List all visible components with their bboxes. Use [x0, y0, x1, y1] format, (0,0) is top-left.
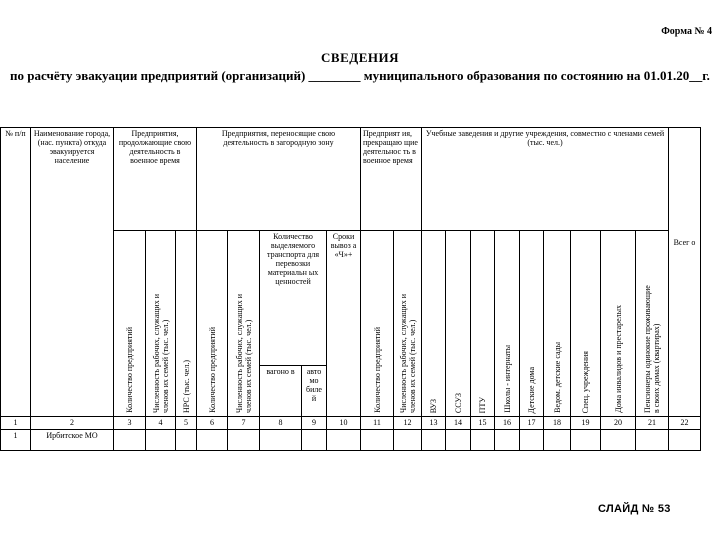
column-number: 7 — [228, 417, 260, 430]
header-continuing: Предприятия, продолжающие свою деятельность в военное время — [114, 128, 197, 231]
empty-cell — [197, 430, 228, 451]
column-number: 12 — [394, 417, 422, 430]
header-c16: Школы - интернаты — [495, 231, 520, 417]
column-number: 3 — [114, 417, 146, 430]
column-number: 11 — [361, 417, 394, 430]
header-c17: Детские дома — [520, 231, 544, 417]
empty-cell — [446, 430, 471, 451]
header-c20: Дома инвалидов и престарелых — [601, 231, 636, 417]
column-number: 8 — [260, 417, 302, 430]
column-number: 16 — [495, 417, 520, 430]
empty-cell — [114, 430, 146, 451]
column-number: 20 — [601, 417, 636, 430]
header-c21: Пенсионеры одинокие проживающие в своих домах (квартирах) — [636, 231, 669, 417]
header-c13: ВУЗ — [422, 231, 446, 417]
column-number: 14 — [446, 417, 471, 430]
row-name: Ирбитское МО — [31, 430, 114, 451]
empty-cell — [571, 430, 601, 451]
header-total: Всег о — [669, 128, 701, 417]
empty-cell — [520, 430, 544, 451]
empty-cell — [669, 430, 701, 451]
empty-cell — [601, 430, 636, 451]
column-number: 15 — [471, 417, 495, 430]
empty-cell — [495, 430, 520, 451]
column-number: 5 — [176, 417, 197, 430]
empty-cell — [176, 430, 197, 451]
column-number: 22 — [669, 417, 701, 430]
header-num: № п/п — [1, 128, 31, 417]
header-c4: Численность рабочих, служащих и членов их семей (тыс. чел.) — [146, 231, 176, 417]
header-c19: Спец. учреждения — [571, 231, 601, 417]
column-number: 19 — [571, 417, 601, 430]
column-number: 10 — [327, 417, 361, 430]
document-subtitle: по расчёту эвакуации предприятий (организаций) ________ муниципального образования по состоянию на 01.01.20__г. — [10, 68, 710, 83]
empty-cell — [471, 430, 495, 451]
header-c15: ПТУ — [471, 231, 495, 417]
header-c3: Количество предприятий — [114, 231, 146, 417]
empty-cell — [422, 430, 446, 451]
form-number: Форма № 4 — [661, 26, 712, 37]
column-number: 4 — [146, 417, 176, 430]
column-number: 21 — [636, 417, 669, 430]
header-c11: Количество предприятий — [361, 231, 394, 417]
document-title: СВЕДЕНИЯ — [321, 50, 399, 65]
header-c12: Численность рабочих, служащих и членов их семей (тыс. чел.) — [394, 231, 422, 417]
header-c9: авто мо биле й — [302, 366, 327, 417]
empty-cell — [394, 430, 422, 451]
slide-number: СЛАЙД № 53 — [598, 503, 671, 515]
header-transport: Количество выделяемого транспорта для перевозки материальн ых ценностей — [260, 231, 327, 366]
header-c7: Численность рабочих, служащих и членов их семей (тыс. чел.) — [228, 231, 260, 417]
header-education: Учебные заведения и другие учреждения, совместно с членами семей (тыс. чел.) — [422, 128, 669, 231]
empty-cell — [228, 430, 260, 451]
empty-cell — [302, 430, 327, 451]
column-number: 6 — [197, 417, 228, 430]
header-c14: ССУЗ — [446, 231, 471, 417]
column-numbers-row — [1, 417, 701, 430]
column-number: 9 — [302, 417, 327, 430]
header-c10: Сроки вывоз а «Ч»+ — [327, 231, 361, 417]
table-row — [1, 430, 701, 451]
evacuation-table — [0, 127, 701, 451]
column-number: 2 — [31, 417, 114, 430]
empty-cell — [636, 430, 669, 451]
column-number: 18 — [544, 417, 571, 430]
header-c8: вагоно в — [260, 366, 302, 417]
row-number: 1 — [1, 430, 31, 451]
column-number: 13 — [422, 417, 446, 430]
empty-cell — [260, 430, 302, 451]
column-number: 17 — [520, 417, 544, 430]
header-ceasing: Предприят ия, прекращаю щие деятельнос ть в военное время — [361, 128, 422, 231]
empty-cell — [361, 430, 394, 451]
header-c5: НРС (тыс. чел.) — [176, 231, 197, 417]
header-c6: Количество предприятий — [197, 231, 228, 417]
empty-cell — [146, 430, 176, 451]
empty-cell — [544, 430, 571, 451]
header-name: Наименование города, (нас. пункта) откуда эвакуируется население — [31, 128, 114, 417]
header-relocating: Предприятия, переносящие свою деятельность в загородную зону — [197, 128, 361, 231]
empty-cell — [327, 430, 361, 451]
header-c18: Ведом. детские сады — [544, 231, 571, 417]
column-number: 1 — [1, 417, 31, 430]
